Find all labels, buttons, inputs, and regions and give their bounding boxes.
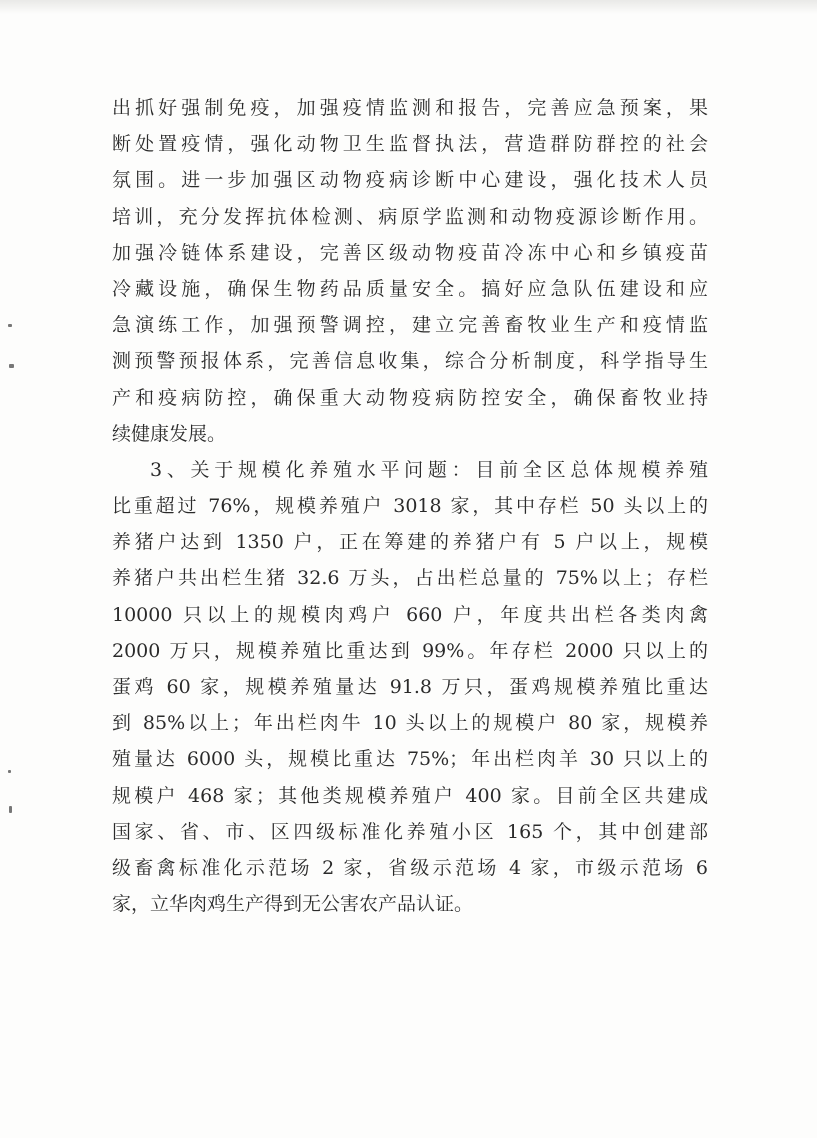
text-line: 冷藏设施，确保生物药品质量安全。搞好应急队伍建设和应 [112,277,708,300]
text-line: 3、关于规模化养殖水平问题：目前全区总体规模养殖 [150,458,708,481]
text-line: 培训，充分发挥抗体检测、病原学监测和动物疫源诊断作用。 [112,205,708,228]
text-line: 急演练工作，加强预警调控，建立完善畜牧业生产和疫情监 [112,314,708,337]
text-line: 加强冷链体系建设，完善区级动物疫苗冷冻中心和乡镇疫苗 [112,241,708,264]
scan-speck [8,324,12,327]
text-line: 比重超过 76%，规模养殖户 3018 家，其中存栏 50 头以上的 [112,495,708,518]
text-line: 家，立华肉鸡生产得到无公害农产品认证。 [112,893,474,916]
scan-speck [9,364,14,368]
text-line: 国家、省、市、区四级标准化养殖小区 165 个，其中创建部 [112,820,708,843]
text-line: 级畜禽标准化示范场 2 家，省级示范场 4 家，市级示范场 6 [112,856,708,879]
paragraph-scale-farming [112,452,708,922]
text-line: 测预警预报体系，完善信息收集，综合分析制度，科学指导生 [112,350,708,373]
text-line: 殖量达 6000 头，规模比重达 75%；年出栏肉羊 30 只以上的 [112,748,708,771]
body-text [112,90,708,922]
scan-speck [8,770,11,773]
text-line: 10000 只以上的规模肉鸡户 660 户，年度共出栏各类肉禽 [112,603,708,626]
text-line: 产和疫病防控，确保重大动物疫病防控安全，确保畜牧业持 [112,386,708,409]
text-line: 蛋鸡 60 家，规模养殖量达 91.8 万只，蛋鸡规模养殖比重达 [112,676,708,698]
text-line: 断处置疫情，强化动物卫生监督执法，营造群防群控的社会 [112,133,708,156]
text-line: 养猪户达到 1350 户，正在筹建的养猪户有 5 户以上，规模 [112,531,708,554]
text-line: 2000 万只，规模养殖比重达到 99%。年存栏 2000 只以上的 [112,639,708,662]
paragraph-disease-control [112,90,708,452]
text-line: 到 85%以上；年出栏肉牛 10 头以上的规模户 80 家，规模养 [112,712,708,735]
text-line: 氛围。进一步加强区动物疫病诊断中心建设，强化技术人员 [112,169,708,192]
text-line: 续健康发展。 [112,422,227,445]
text-line: 出抓好强制免疫，加强疫情监测和报告，完善应急预案，果 [112,97,708,119]
scan-top-edge [0,0,817,14]
text-line: 规模户 468 家；其他类规模养殖户 400 家。目前全区共建成 [112,784,708,807]
scan-speck [9,806,12,813]
text-line: 养猪户共出栏生猪 32.6 万头，占出栏总量的 75%以上；存栏 [112,567,708,590]
